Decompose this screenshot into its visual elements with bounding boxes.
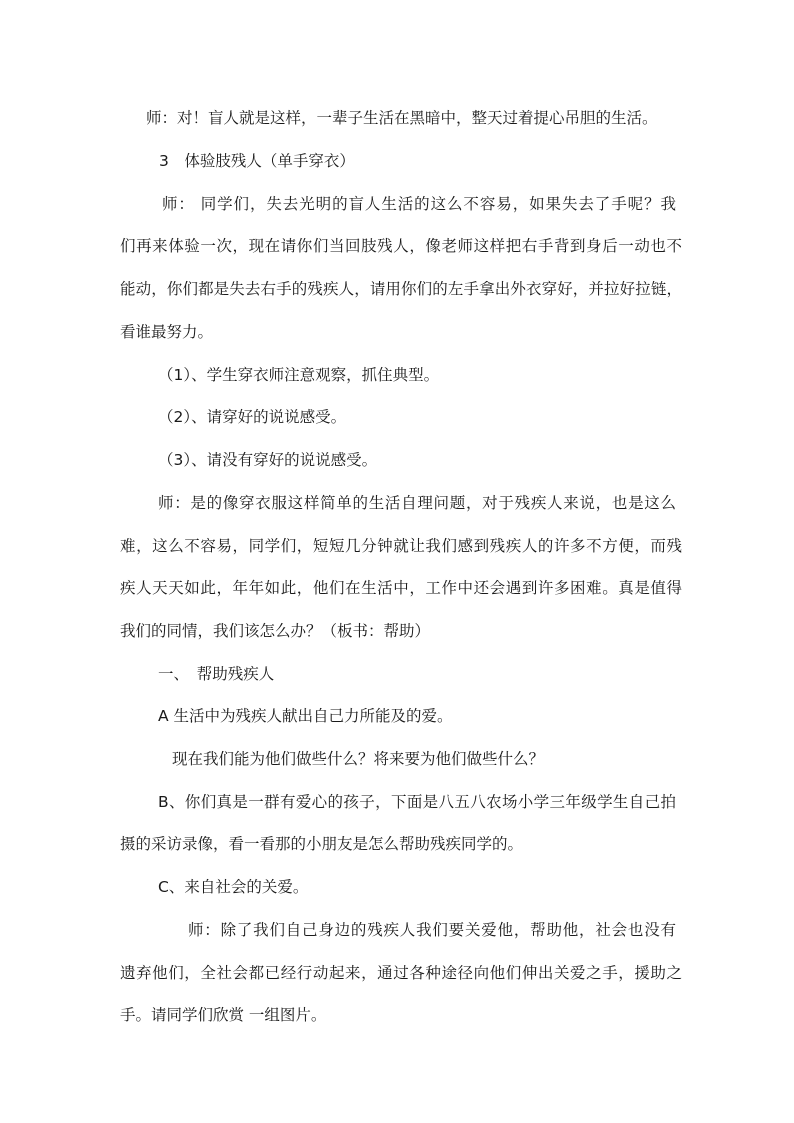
paragraph-line: 师： 同学们，失去光明的盲人生活的这么不容易，如果失去了手呢？我 — [162, 195, 676, 213]
paragraph-line: 手。请同学们欣赏 一组图片。 — [120, 1006, 327, 1024]
paragraph-line: A 生活中为残疾人献出自己力所能及的爱。 — [158, 707, 453, 725]
paragraph-line: 师：是的像穿衣服这样简单的生活自理问题，对于残疾人来说，也是这么 — [158, 494, 676, 512]
section-heading: 一、 帮助残疾人 — [158, 665, 275, 683]
paragraph-line: 们再来体验一次，现在请你们当回肢残人，像老师这样把右手背到身后一动也不 — [120, 237, 682, 255]
paragraph-line: B、你们真是一群有爱心的孩子，下面是八五八农场小学三年级学生自己拍 — [158, 793, 676, 811]
paragraph-line: C、来自社会的关爱。 — [158, 878, 309, 896]
section-heading: 3 体验肢残人（单手穿衣） — [159, 152, 355, 170]
paragraph-line: 遗弃他们，全社会都已经行动起来，通过各种途径向他们伸出关爱之手，援助之 — [120, 964, 682, 982]
paragraph-line: 能动，你们都是失去右手的残疾人，请用你们的左手拿出外衣穿好，并拉好拉链， — [120, 280, 682, 298]
paragraph-line: 师：对！盲人就是这样，一辈子生活在黑暗中，整天过着提心吊胆的生活。 — [146, 109, 658, 127]
list-item: （1）、学生穿衣师注意观察，抓住典型。 — [158, 366, 440, 384]
list-item: （2）、请穿好的说说感受。 — [158, 408, 347, 426]
list-item: （3）、请没有穿好的说说感受。 — [158, 451, 378, 469]
paragraph-line: 师：除了我们自己身边的残疾人我们要关爱他，帮助他，社会也没有 — [188, 921, 676, 939]
paragraph-line: 疾人天天如此，年年如此，他们在生活中，工作中还会遇到许多困难。真是值得 — [120, 579, 682, 597]
paragraph-line: 难，这么不容易，同学们，短短几分钟就让我们感到残疾人的许多不方便，而残 — [120, 537, 682, 555]
paragraph-line: 现在我们能为他们做些什么？将来要为他们做些什么？ — [172, 750, 545, 768]
paragraph-line: 我们的同情，我们该怎么办？（板书：帮助） — [120, 622, 431, 640]
paragraph-line: 摄的采访录像，看一看那的小朋友是怎么帮助残疾同学的。 — [120, 835, 524, 853]
paragraph-line: 看谁最努力。 — [120, 323, 214, 341]
